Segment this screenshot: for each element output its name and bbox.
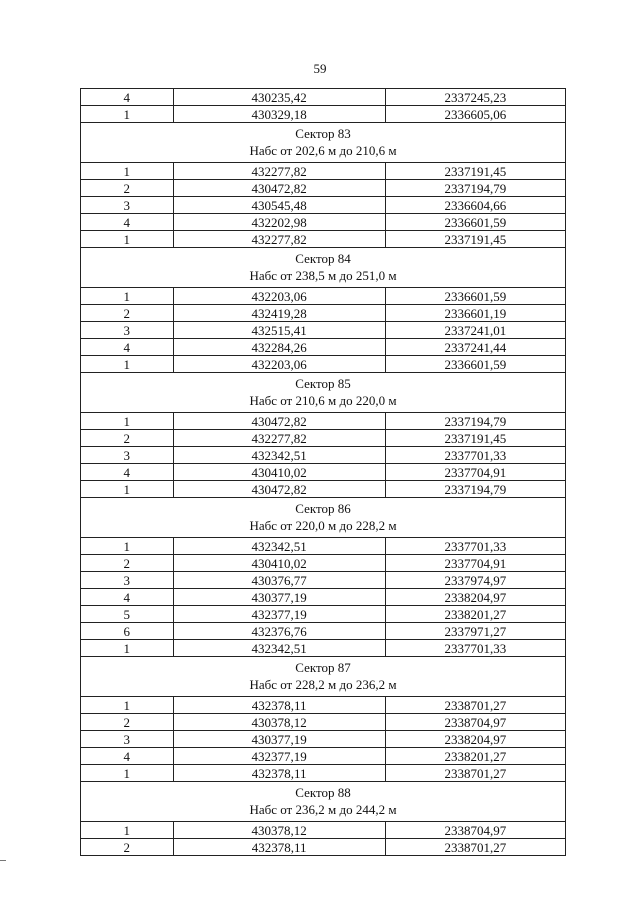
point-number-cell: 4 bbox=[81, 89, 174, 106]
point-number-cell: 1 bbox=[81, 106, 174, 123]
coordinate-row bbox=[81, 538, 566, 555]
coordinate-row bbox=[81, 623, 566, 640]
point-number-cell: 3 bbox=[81, 447, 174, 464]
y-coordinate-cell: 2336601,59 bbox=[385, 214, 565, 231]
y-coordinate-cell: 2336601,59 bbox=[385, 288, 565, 305]
coordinate-row bbox=[81, 163, 566, 180]
y-coordinate-cell: 2337194,79 bbox=[385, 413, 565, 430]
coordinate-row bbox=[81, 288, 566, 305]
coordinate-row bbox=[81, 481, 566, 498]
point-number-cell: 4 bbox=[81, 464, 174, 481]
x-coordinate-cell: 432419,28 bbox=[173, 305, 385, 322]
y-coordinate-cell: 2338204,97 bbox=[385, 731, 565, 748]
sector-altitude-range: Набс от 202,6 м до 210,6 м bbox=[249, 143, 397, 158]
coordinate-row bbox=[81, 447, 566, 464]
point-number-cell: 1 bbox=[81, 231, 174, 248]
point-number-cell: 3 bbox=[81, 322, 174, 339]
point-number-cell: 2 bbox=[81, 430, 174, 447]
y-coordinate-cell: 2338701,27 bbox=[385, 765, 565, 782]
coordinate-row bbox=[81, 640, 566, 657]
point-number-cell: 1 bbox=[81, 765, 174, 782]
x-coordinate-cell: 430377,19 bbox=[173, 589, 385, 606]
sector-header-row bbox=[81, 123, 566, 163]
point-number-cell: 3 bbox=[81, 731, 174, 748]
point-number-cell: 4 bbox=[81, 589, 174, 606]
y-coordinate-cell: 2337241,44 bbox=[385, 339, 565, 356]
sector-title: Сектор 88 bbox=[295, 785, 351, 800]
y-coordinate-cell: 2338704,97 bbox=[385, 714, 565, 731]
sector-header-row bbox=[81, 248, 566, 288]
x-coordinate-cell: 430472,82 bbox=[173, 180, 385, 197]
scan-edge-mark bbox=[0, 860, 6, 861]
x-coordinate-cell: 432342,51 bbox=[173, 447, 385, 464]
x-coordinate-cell: 430329,18 bbox=[173, 106, 385, 123]
coordinate-row bbox=[81, 822, 566, 839]
coordinate-row bbox=[81, 413, 566, 430]
y-coordinate-cell: 2337191,45 bbox=[385, 430, 565, 447]
sector-title: Сектор 85 bbox=[295, 376, 351, 391]
coordinates-table bbox=[80, 88, 566, 856]
x-coordinate-cell: 430472,82 bbox=[173, 481, 385, 498]
point-number-cell: 1 bbox=[81, 481, 174, 498]
coordinate-row bbox=[81, 197, 566, 214]
x-coordinate-cell: 430545,48 bbox=[173, 197, 385, 214]
y-coordinate-cell: 2337971,27 bbox=[385, 623, 565, 640]
coordinate-row bbox=[81, 356, 566, 373]
sector-header bbox=[81, 782, 566, 822]
point-number-cell: 1 bbox=[81, 288, 174, 305]
sector-header-row bbox=[81, 373, 566, 413]
x-coordinate-cell: 432277,82 bbox=[173, 163, 385, 180]
coordinate-row bbox=[81, 714, 566, 731]
x-coordinate-cell: 432277,82 bbox=[173, 430, 385, 447]
coordinate-row bbox=[81, 231, 566, 248]
sector-header bbox=[81, 498, 566, 538]
sector-title: Сектор 87 bbox=[295, 660, 351, 675]
sector-title: Сектор 83 bbox=[295, 126, 351, 141]
coordinate-row bbox=[81, 731, 566, 748]
x-coordinate-cell: 432378,11 bbox=[173, 839, 385, 856]
coordinate-row bbox=[81, 305, 566, 322]
x-coordinate-cell: 432515,41 bbox=[173, 322, 385, 339]
y-coordinate-cell: 2337191,45 bbox=[385, 163, 565, 180]
x-coordinate-cell: 432378,11 bbox=[173, 697, 385, 714]
sector-altitude-range: Набс от 238,5 м до 251,0 м bbox=[249, 268, 397, 283]
sector-header bbox=[81, 373, 566, 413]
y-coordinate-cell: 2338204,97 bbox=[385, 589, 565, 606]
point-number-cell: 1 bbox=[81, 697, 174, 714]
point-number-cell: 5 bbox=[81, 606, 174, 623]
x-coordinate-cell: 430377,19 bbox=[173, 731, 385, 748]
sector-altitude-range: Набс от 210,6 м до 220,0 м bbox=[249, 393, 397, 408]
point-number-cell: 1 bbox=[81, 822, 174, 839]
x-coordinate-cell: 430410,02 bbox=[173, 464, 385, 481]
y-coordinate-cell: 2336605,06 bbox=[385, 106, 565, 123]
coordinate-row bbox=[81, 839, 566, 856]
coordinates-table-body bbox=[81, 89, 566, 856]
y-coordinate-cell: 2337701,33 bbox=[385, 447, 565, 464]
y-coordinate-cell: 2337704,91 bbox=[385, 464, 565, 481]
point-number-cell: 4 bbox=[81, 214, 174, 231]
x-coordinate-cell: 432203,06 bbox=[173, 288, 385, 305]
sector-altitude-range: Набс от 220,0 м до 228,2 м bbox=[249, 518, 397, 533]
point-number-cell: 2 bbox=[81, 839, 174, 856]
y-coordinate-cell: 2337974,97 bbox=[385, 572, 565, 589]
coordinate-row bbox=[81, 555, 566, 572]
point-number-cell: 2 bbox=[81, 555, 174, 572]
y-coordinate-cell: 2338201,27 bbox=[385, 606, 565, 623]
y-coordinate-cell: 2338201,27 bbox=[385, 748, 565, 765]
y-coordinate-cell: 2337701,33 bbox=[385, 640, 565, 657]
coordinate-row bbox=[81, 748, 566, 765]
y-coordinate-cell: 2337704,91 bbox=[385, 555, 565, 572]
x-coordinate-cell: 432378,11 bbox=[173, 765, 385, 782]
sector-altitude-range: Набс от 228,2 м до 236,2 м bbox=[249, 677, 397, 692]
x-coordinate-cell: 430378,12 bbox=[173, 714, 385, 731]
point-number-cell: 4 bbox=[81, 339, 174, 356]
sector-altitude-range: Набс от 236,2 м до 244,2 м bbox=[249, 802, 397, 817]
point-number-cell: 2 bbox=[81, 180, 174, 197]
point-number-cell: 1 bbox=[81, 356, 174, 373]
coordinate-row bbox=[81, 180, 566, 197]
x-coordinate-cell: 432342,51 bbox=[173, 538, 385, 555]
x-coordinate-cell: 432203,06 bbox=[173, 356, 385, 373]
x-coordinate-cell: 432277,82 bbox=[173, 231, 385, 248]
x-coordinate-cell: 430410,02 bbox=[173, 555, 385, 572]
point-number-cell: 1 bbox=[81, 413, 174, 430]
coordinate-row bbox=[81, 430, 566, 447]
coordinate-row bbox=[81, 765, 566, 782]
x-coordinate-cell: 430376,77 bbox=[173, 572, 385, 589]
sector-header bbox=[81, 248, 566, 288]
x-coordinate-cell: 432376,76 bbox=[173, 623, 385, 640]
sector-header bbox=[81, 123, 566, 163]
point-number-cell: 2 bbox=[81, 714, 174, 731]
sector-header-row bbox=[81, 498, 566, 538]
coordinate-row bbox=[81, 89, 566, 106]
y-coordinate-cell: 2337191,45 bbox=[385, 231, 565, 248]
point-number-cell: 2 bbox=[81, 305, 174, 322]
coordinate-row bbox=[81, 339, 566, 356]
coordinate-row bbox=[81, 106, 566, 123]
coordinate-row bbox=[81, 572, 566, 589]
x-coordinate-cell: 432284,26 bbox=[173, 339, 385, 356]
coordinate-row bbox=[81, 464, 566, 481]
coordinate-row bbox=[81, 589, 566, 606]
y-coordinate-cell: 2337701,33 bbox=[385, 538, 565, 555]
y-coordinate-cell: 2338701,27 bbox=[385, 839, 565, 856]
x-coordinate-cell: 432202,98 bbox=[173, 214, 385, 231]
y-coordinate-cell: 2336601,19 bbox=[385, 305, 565, 322]
sector-header-row bbox=[81, 782, 566, 822]
sector-title: Сектор 84 bbox=[295, 251, 351, 266]
point-number-cell: 4 bbox=[81, 748, 174, 765]
y-coordinate-cell: 2337245,23 bbox=[385, 89, 565, 106]
x-coordinate-cell: 430378,12 bbox=[173, 822, 385, 839]
point-number-cell: 1 bbox=[81, 538, 174, 555]
coordinate-row bbox=[81, 214, 566, 231]
y-coordinate-cell: 2336601,59 bbox=[385, 356, 565, 373]
x-coordinate-cell: 430235,42 bbox=[173, 89, 385, 106]
x-coordinate-cell: 432377,19 bbox=[173, 606, 385, 623]
x-coordinate-cell: 432377,19 bbox=[173, 748, 385, 765]
sector-header bbox=[81, 657, 566, 697]
y-coordinate-cell: 2338701,27 bbox=[385, 697, 565, 714]
coordinate-row bbox=[81, 322, 566, 339]
y-coordinate-cell: 2338704,97 bbox=[385, 822, 565, 839]
y-coordinate-cell: 2337194,79 bbox=[385, 180, 565, 197]
point-number-cell: 3 bbox=[81, 572, 174, 589]
y-coordinate-cell: 2337241,01 bbox=[385, 322, 565, 339]
sector-title: Сектор 86 bbox=[295, 501, 351, 516]
sector-header-row bbox=[81, 657, 566, 697]
coordinate-row bbox=[81, 606, 566, 623]
x-coordinate-cell: 430472,82 bbox=[173, 413, 385, 430]
y-coordinate-cell: 2336604,66 bbox=[385, 197, 565, 214]
point-number-cell: 6 bbox=[81, 623, 174, 640]
page-number: 59 bbox=[313, 61, 327, 76]
coordinate-row bbox=[81, 697, 566, 714]
point-number-cell: 1 bbox=[81, 640, 174, 657]
point-number-cell: 3 bbox=[81, 197, 174, 214]
y-coordinate-cell: 2337194,79 bbox=[385, 481, 565, 498]
point-number-cell: 1 bbox=[81, 163, 174, 180]
x-coordinate-cell: 432342,51 bbox=[173, 640, 385, 657]
